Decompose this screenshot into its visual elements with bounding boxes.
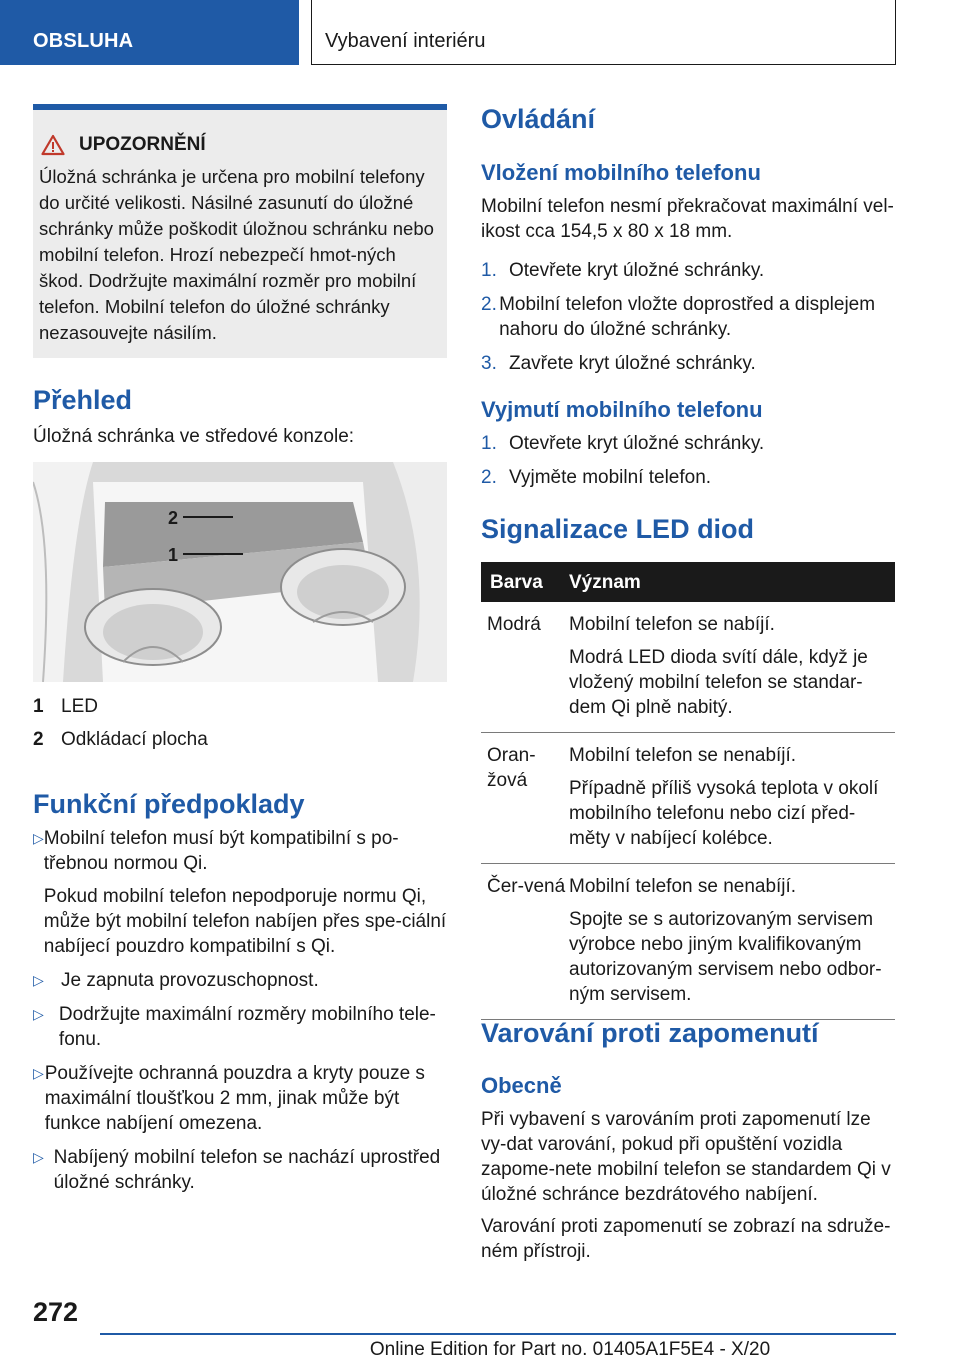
insert-intro: Mobilní telefon nesmí překračovat maximální vel-ikost cca 154,5 x 80 x 18 mm. [481,196,894,242]
warning-triangle-icon [41,134,65,156]
step-number: 2. [481,467,497,488]
forget-paragraph-2: Varování proti zapomenutí se zobrazí na sdruže-ném přístroji. [481,1216,891,1262]
step-item [481,292,895,342]
legend-number: 2 [33,729,44,750]
storage-compartment-figure [33,462,447,682]
list-item-note: Pokud mobilní telefon nepodporuje normu Qi, může být mobilní telefon nabíjen přes spe-ciální nabíjecí pouzdro kompatibilní s Qi. [43,886,447,957]
column-header-meaning: Význam [569,571,641,593]
step-text: Vyjměte mobilní telefon. [509,467,712,488]
forget-paragraph-1: Při vybavení s varováním proti zapomenutí lze vy-dat varování, pokud při opuštění vozidla zapome-nete mobilní telefon se standardem Qi v úložné schránce bezdrátového nabíjení. [481,1109,891,1205]
cell-color: Čer-vená [487,876,566,897]
list-item [33,1145,447,1195]
list-item [33,968,447,993]
overview-intro: Úložná schránka ve středové konzole: [33,426,355,447]
table-row [481,733,895,864]
operation-heading: Ovládání [481,104,596,134]
cell-color: Modrá [487,614,541,635]
column-header-color: Barva [490,571,543,593]
cell-color: Oran-žová [487,745,536,791]
requirements-list [33,826,447,1204]
legend-item [33,727,447,752]
cell-detail: Modrá LED dioda svítí dále, když je vložený mobilní telefon se standar-dem Qi plně nabitý. [569,647,868,718]
step-number: 1. [481,433,497,454]
warning-box [33,104,447,358]
cell-detail: Spojte se s autorizovaným servisem výrobce nebo jiným kvalifikovaným autorizovaným servisem nebo odbor-ným servisem. [569,909,882,1005]
cell-detail: Případně příliš vysoká teplota v okolí mobilního telefonu nebo cizí před-měty v nabíjecí kolébce. [569,778,879,849]
triangle-bullet-icon: ▷ [33,1006,44,1022]
remove-heading: Vyjmutí mobilního telefonu [481,397,763,422]
section-tab[interactable]: OBSLUHA [0,0,299,65]
callout-1: 1 [168,545,179,565]
footer-edition[interactable]: Online Edition for Part no. 01405A1F5E4 - X/20 [369,1339,771,1360]
step-text: Otevřete kryt úložné schránky. [509,433,765,454]
cell-status: Mobilní telefon se nenabíjí. [569,745,797,766]
warning-text: Úložná schránka je určena pro mobilní telefony do určité velikosti. Násilné zasunutí do úložné schránky může poškodit úložnou schránku nebo mobilní telefon. Hrozí nebezpečí hmot-ných škod. Dodržujte maximální rozměr pro mobilní telefon. Mobilní telefon do úložné schránky nezasouvejte násilím. [39,166,434,343]
step-text: Zavřete kryt úložné schránky. [509,353,756,374]
callout-2: 2 [168,508,179,528]
table-row [481,864,895,1020]
step-text: Otevřete kryt úložné schránky. [509,260,765,281]
legend-number: 1 [33,696,44,717]
list-item-text: Používejte ochranná pouzdra a kryty pouze s maximální tloušťkou 2 mm, jinak může být funkce nabíjení omezena. [44,1063,425,1134]
step-number: 1. [481,260,497,281]
chapter-title: Vybavení interiéru [311,0,896,65]
legend-item [33,694,447,719]
remove-steps [481,431,895,499]
table-row [481,602,895,733]
triangle-bullet-icon: ▷ [33,1149,44,1165]
list-item [33,1061,447,1136]
step-item [481,351,895,376]
cell-status: Mobilní telefon se nenabíjí. [569,876,797,897]
step-number: 3. [481,353,497,374]
storage-compartment-illustration [33,462,447,682]
list-item [33,826,447,959]
warning-title-text: UPOZORNĚNÍ [79,134,206,155]
step-item [481,465,895,490]
led-table [481,562,895,1020]
list-item-text: Mobilní telefon musí být kompatibilní s po-třebnou normou Qi. [43,828,399,874]
overview-heading: Přehled [33,385,133,415]
triangle-bullet-icon: ▷ [33,972,44,988]
step-text: Mobilní telefon vložte doprostřed a displejem nahoru do úložné schránky. [499,294,876,340]
insert-heading: Vložení mobilního telefonu [481,160,761,185]
cell-status: Mobilní telefon se nabíjí. [569,614,775,635]
footer-divider [100,1333,896,1335]
forget-subheading: Obecně [481,1073,562,1098]
legend-label: LED [61,696,98,717]
led-heading: Signalizace LED diod [481,514,755,544]
list-item-text: Je zapnuta provozuschopnost. [61,970,319,991]
list-item-text: Dodržujte maximální rozměry mobilního tele-fonu. [58,1004,436,1050]
figure-legend [33,694,447,760]
step-item [481,431,895,456]
table-header [481,562,895,602]
step-number: 2. [481,294,497,315]
legend-label: Odkládací plocha [61,729,208,750]
page-number: 272 [33,1297,79,1327]
requirements-heading: Funkční předpoklady [33,789,305,819]
insert-steps [481,258,895,385]
step-item [481,258,895,283]
list-item [33,1002,447,1052]
forget-heading: Varování proti zapomenutí [481,1018,819,1048]
triangle-bullet-icon: ▷ [33,830,44,846]
list-item-text: Nabíjený mobilní telefon se nachází uprostřed úložné schránky. [53,1147,441,1193]
triangle-bullet-icon: ▷ [33,1065,44,1081]
warning-title [41,132,447,157]
